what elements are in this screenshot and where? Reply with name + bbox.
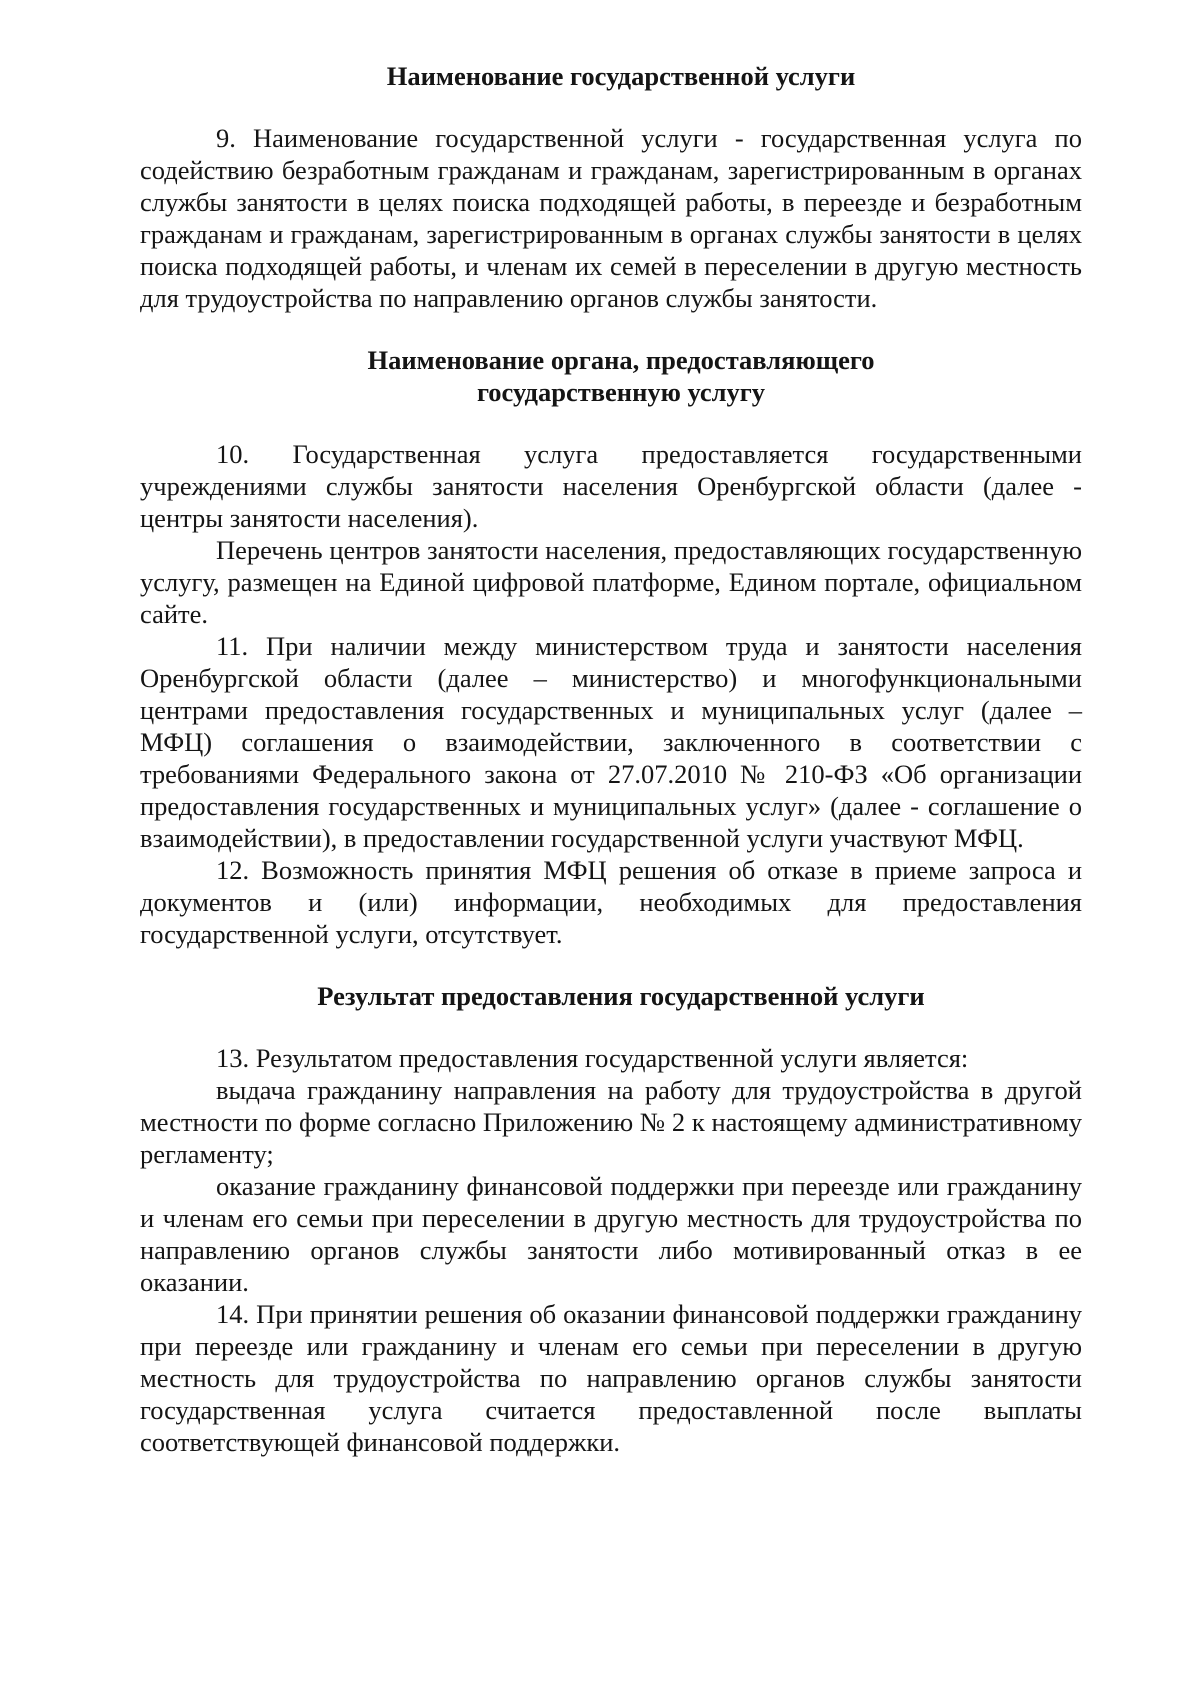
section-heading-service-name: Наименование государственной услуги	[386, 61, 856, 91]
paragraph-14: 14. При принятии решения об оказании финансовой поддержки гражданину при переезде или гражданину и членам его семьи при переселении в другую местность для трудоустройства по направлению органов службы занятости государственная услуга считается предоставленной после выплаты соответствующей финансовой поддержки.	[140, 1299, 1082, 1457]
paragraph-9: 9. Наименование государственной услуги - государственная услуга по содействию безработным гражданам и гражданам, зарегистрированным в органах службы занятости в целях поиска подходящей работы, в переезде и безработным гражданам и гражданам, зарегистрированным в органах службы занятости в целях поиска подходящей работы, и членам их семей в переселении в другую местность для трудоустройства по направлению органов службы занятости.	[140, 123, 1082, 313]
spacer	[140, 314, 1082, 344]
paragraph-centers-list: Перечень центров занятости населения, предоставляющих государственную услугу, размещен на Единой цифровой платформе, Едином портале, официальном сайте.	[140, 535, 1082, 629]
document-page	[140, 60, 1082, 1458]
spacer	[140, 408, 1082, 438]
paragraph-13: 13. Результатом предоставления государственной услуги является:	[216, 1043, 969, 1073]
paragraph-result-support: оказание гражданину финансовой поддержки при переезде или гражданину и членам его семьи при переселении в другую местность для трудоустройства по направлению органов службы занятости либо мотивированный отказ в ее оказании.	[140, 1171, 1082, 1297]
spacer	[140, 92, 1082, 122]
paragraph-12: 12. Возможность принятия МФЦ решения об отказе в приеме запроса и документов и (или) информации, необходимых для предоставления государственной услуги, отсутствует.	[140, 855, 1082, 949]
spacer	[140, 1012, 1082, 1042]
section-heading-result: Результат предоставления государственной услуги	[317, 981, 925, 1011]
paragraph-10: 10. Государственная услуга предоставляется государственными учреждениями службы занятости населения Оренбургской области (далее - центры занятости населения).	[140, 439, 1082, 533]
section-heading-authority-line1: Наименование органа, предоставляющего	[367, 345, 875, 375]
paragraph-result-referral: выдача гражданину направления на работу для трудоустройства в другой местности по форме согласно Приложению № 2 к настоящему административному регламенту;	[140, 1075, 1082, 1169]
spacer	[140, 950, 1082, 980]
section-heading-authority-line2: государственную услугу	[476, 377, 766, 407]
paragraph-11: 11. При наличии между министерством труда и занятости населения Оренбургской области (далее – министерство) и многофункциональными центрами предоставления государственных и муниципальных услуг (далее – МФЦ) соглашения о взаимодействии, заключенного в соответствии с требованиями Федерального закона от 27.07.2010 № 210-ФЗ «Об организации предоставления государственных и муниципальных услуг» (далее - соглашение о взаимодействии), в предоставлении государственной услуги участвуют МФЦ.	[140, 631, 1082, 853]
